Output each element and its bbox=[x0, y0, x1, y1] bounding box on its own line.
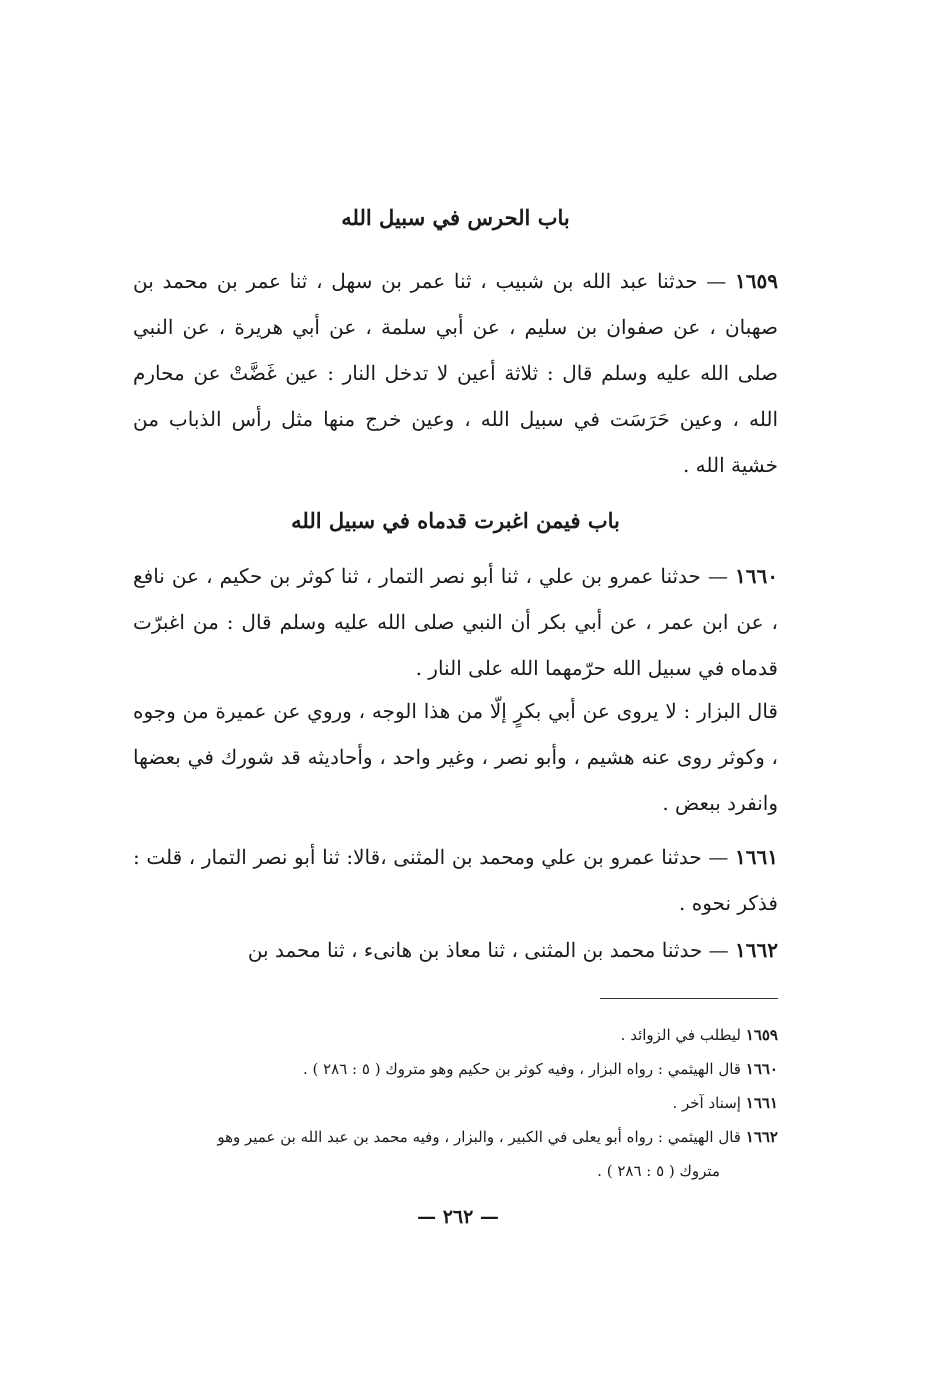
hadith-paragraph bbox=[133, 258, 778, 488]
hadith-number: ١٦٦٢ bbox=[735, 938, 778, 962]
footnote-divider bbox=[600, 998, 778, 999]
footnote-item bbox=[133, 1052, 778, 1086]
commentary-paragraph bbox=[133, 688, 778, 826]
footnote-text: قال الهيثمي : رواه البزار ، وفيه كوثر بن حكيم وهو متروك ( ٥ : ٢٨٦ ) . bbox=[302, 1060, 741, 1078]
section-heading-dusty-feet: باب فيمن اغبرت قدماه في سبيل الله bbox=[291, 508, 620, 533]
footnote-text: إسناد آخر . bbox=[672, 1094, 741, 1112]
hadith-paragraph bbox=[133, 553, 778, 691]
footnote-number: ١٦٥٩ bbox=[745, 1026, 778, 1044]
footnote-number: ١٦٦٢ bbox=[745, 1128, 778, 1146]
hadith-text: — حدثنا محمد بن المثنى ، ثنا معاذ بن هانىء ، ثنا محمد بن bbox=[247, 938, 736, 962]
hadith-1662-block bbox=[133, 927, 778, 973]
section-heading-guarding: باب الحرس في سبيل الله bbox=[341, 205, 570, 230]
commentary-text: قال البزار : لا يروى عن أبي بكرٍ إلّا من هذا الوجه ، وروي عن عميرة من وجوه ، وكوثر روى عنه هشيم ، وأبو نصر ، وغير واحد ، وأحاديثه قد شورك في بعضها وانفرد ببعض . bbox=[133, 699, 778, 815]
hadith-number: ١٦٥٩ bbox=[735, 269, 778, 293]
footnote-number: ١٦٦١ bbox=[745, 1094, 778, 1112]
page-number: — ٢٦٢ — bbox=[417, 1206, 499, 1228]
footnote-number: ١٦٦٠ bbox=[745, 1060, 778, 1078]
hadith-paragraph bbox=[133, 834, 778, 926]
hadith-text: — حدثنا عمرو بن علي ، ثنا أبو نصر التمار ، ثنا كوثر بن حكيم ، عن نافع ، عن ابن عمر ، عن أبي بكر أن النبي صلى الله عليه وسلم قال : من اغبرّت قدماه في سبيل الله حرّمهما الله على النار . bbox=[133, 564, 778, 680]
footnote-text: قال الهيثمي : رواه أبو يعلى في الكبير ، والبزار ، وفيه محمد بن عبد الله بن عمير وهو bbox=[217, 1128, 741, 1146]
bazzar-comment bbox=[133, 688, 778, 826]
footnote-item bbox=[133, 1120, 778, 1154]
footnote-text: ليطلب في الزوائد . bbox=[620, 1026, 741, 1044]
footnote-continuation: متروك ( ٥ : ٢٨٦ ) . bbox=[597, 1162, 720, 1180]
hadith-text: — حدثنا عبد الله بن شبيب ، ثنا عمر بن سهل ، ثنا عمر بن محمد بن صهبان ، عن صفوان بن سليم ، عن أبي سلمة ، عن أبي هريرة ، عن النبي صلى الله عليه وسلم قال : ثلاثة أعين لا تدخل النار : عين غَضَّتْ عن محارم الله ، وعين حَرَسَت في سبيل الله ، وعين خرج منها مثل رأس الذباب من خشية الله . bbox=[133, 269, 778, 477]
hadith-paragraph bbox=[133, 927, 778, 973]
section-body-guarding bbox=[133, 258, 778, 488]
footnotes bbox=[133, 1018, 778, 1188]
hadith-number: ١٦٦١ bbox=[735, 845, 778, 869]
hadith-number: ١٦٦٠ bbox=[735, 564, 778, 588]
footnote-item bbox=[133, 1086, 778, 1120]
hadith-1661-block bbox=[133, 834, 778, 926]
footnote-item bbox=[133, 1018, 778, 1052]
hadith-text: — حدثنا عمرو بن علي ومحمد بن المثنى ،قالا: ثنا أبو نصر التمار ، قلت : فذكر نحوه . bbox=[133, 845, 778, 915]
section-body-dusty-feet bbox=[133, 553, 778, 691]
